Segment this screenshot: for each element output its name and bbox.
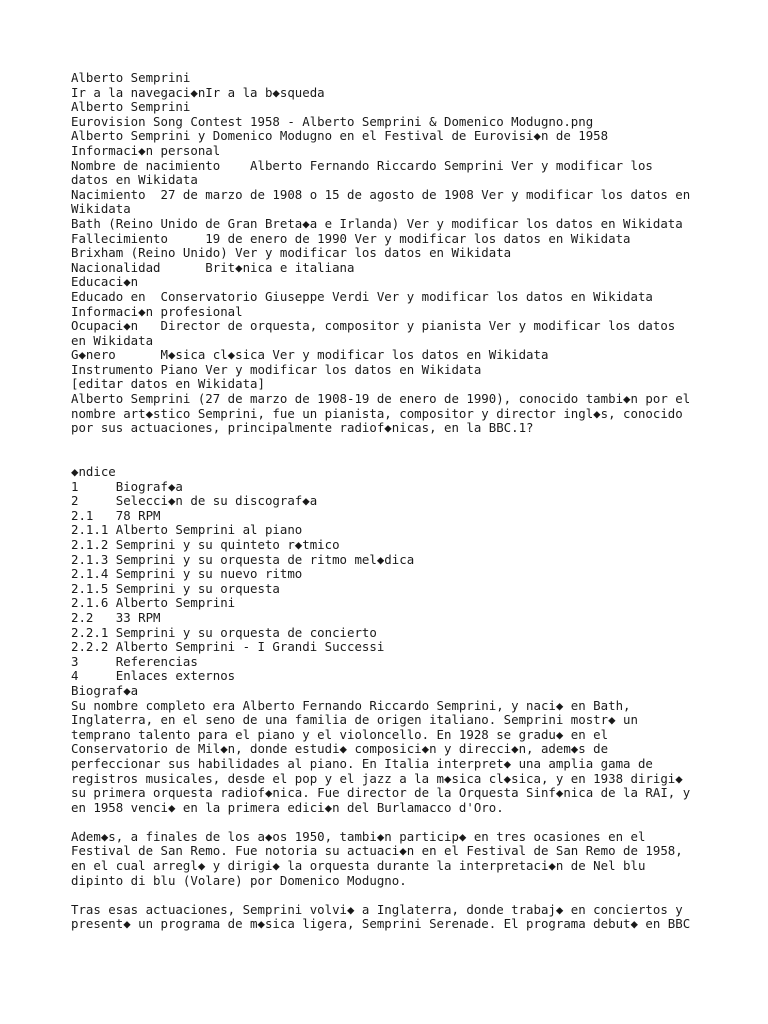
text-line: nombre art◆stico Semprini, fue un pianista, compositor y director ingl◆s, conocido: [71, 405, 683, 421]
text-line: 2.1.4 Semprini y su nuevo ritmo: [71, 566, 303, 582]
text-line: Tras esas actuaciones, Semprini volvi◆ a Inglaterra, donde trabaj◆ en conciertos y: [71, 901, 683, 917]
text-line: Fallecimiento 19 de enero de 1990 Ver y modificar los datos en Wikidata: [71, 230, 631, 246]
text-line: Eurovision Song Contest 1958 - Alberto Semprini & Domenico Modugno.png: [71, 113, 594, 129]
text-line: Educaci◆n: [71, 274, 139, 290]
text-line: Alberto Semprini (27 de marzo de 1908-19 de enero de 1990), conocido tambi◆n por el: [71, 391, 691, 407]
text-line: [editar datos en Wikidata]: [71, 376, 265, 392]
text-line: en Wikidata: [71, 332, 154, 348]
text-line: dipinto di blu (Volare) por Domenico Modugno.: [71, 872, 407, 888]
text-line: Bath (Reino Unido de Gran Breta◆a e Irlanda) Ver y modificar los datos en Wikidata: [71, 215, 683, 231]
text-line: 3 Referencias: [71, 653, 198, 669]
text-line: Educado en Conservatorio Giuseppe Verdi Ver y modificar los datos en Wikidata: [71, 288, 653, 304]
text-line: Ocupaci◆n Director de orquesta, compositor y pianista Ver y modificar los datos: [71, 318, 676, 334]
text-line: por sus actuaciones, principalmente radiof◆nicas, en la BBC.1?: [71, 420, 534, 436]
blank-line: [71, 815, 711, 830]
text-line: 2.1.1 Alberto Semprini al piano: [71, 522, 303, 538]
text-line: Nacimiento 27 de marzo de 1908 o 15 de agosto de 1908 Ver y modificar los datos en: [71, 186, 691, 202]
text-line: Adem◆s, a finales de los a◆os 1950, tambi◆n particip◆ en tres ocasiones en el: [71, 828, 646, 844]
text-line: datos en Wikidata: [71, 172, 198, 188]
text-line: Instrumento Piano Ver y modificar los datos en Wikidata: [71, 361, 482, 377]
text-line: 2.2 33 RPM: [71, 609, 161, 625]
text-line: Festival de San Remo. Fue notoria su actuaci◆n en el Festival de San Remo de 1958,: [71, 843, 683, 859]
text-line: Wikidata: [71, 201, 131, 217]
text-line: Alberto Semprini y Domenico Modugno en el Festival de Eurovisi◆n de 1958: [71, 128, 609, 144]
text-line: temprano talento para el piano y el violoncello. En 1928 se gradu◆ en el: [71, 726, 609, 742]
blank-line: [71, 450, 711, 465]
text-line: Biograf◆a: [71, 682, 139, 698]
text-line: 2.1.2 Semprini y su quinteto r◆tmico: [71, 537, 340, 552]
text-line: Inglaterra, en el seno de una familia de origen italiano. Semprini mostr◆ un: [71, 712, 638, 728]
document-text: [71, 71, 711, 932]
blank-line: [71, 436, 711, 451]
text-line: Su nombre completo era Alberto Fernando Riccardo Semprini, y naci◆ en Bath,: [71, 697, 631, 713]
text-line: Ir a la navegaci◆nIr a la b◆squeda: [71, 84, 325, 100]
text-line: present◆ un programa de m◆sica ligera, Semprini Serenade. El programa debut◆ en BBC: [71, 916, 691, 932]
text-line: 2.1 78 RPM: [71, 507, 161, 523]
text-line: Nombre de nacimiento Alberto Fernando Riccardo Semprini Ver y modificar los: [71, 157, 653, 173]
text-line: ◆ndice: [71, 464, 116, 480]
text-line: en el cual arregl◆ y dirigi◆ la orquesta durante la interpretaci◆n de Nel blu: [71, 858, 646, 874]
text-line: su primera orquesta radiof◆nica. Fue director de la Orquesta Sinf◆nica de la RAI, y: [71, 785, 691, 801]
text-line: Brixham (Reino Unido) Ver y modificar los datos en Wikidata: [71, 245, 512, 261]
text-line: Nacionalidad Brit◆nica e italiana: [71, 259, 355, 275]
blank-line: [71, 888, 711, 903]
text-line: 2.1.3 Semprini y su orquesta de ritmo mel◆dica: [71, 551, 415, 567]
text-line: registros musicales, desde el pop y el jazz a la m◆sica cl◆sica, y en 1938 dirigi◆: [71, 770, 683, 786]
text-line: Alberto Semprini: [71, 70, 191, 85]
text-line: Informaci◆n profesional: [71, 303, 243, 319]
text-line: 4 Enlaces externos: [71, 668, 236, 684]
text-line: 2.1.6 Alberto Semprini: [71, 595, 236, 611]
text-line: 1 Biograf◆a: [71, 478, 183, 494]
text-line: G◆nero M◆sica cl◆sica Ver y modificar los datos en Wikidata: [71, 347, 549, 363]
text-line: 2.2.2 Alberto Semprini - I Grandi Successi: [71, 639, 385, 655]
text-line: en 1958 venci◆ en la primera edici◆n del Burlamacco d'Oro.: [71, 799, 504, 815]
text-line: Conservatorio de Mil◆n, donde estudi◆ composici◆n y direcci◆n, adem◆s de: [71, 741, 609, 757]
text-line: perfeccionar sus habilidades al piano. En Italia interpret◆ una amplia gama de: [71, 755, 653, 771]
text-line: Alberto Semprini: [71, 99, 191, 115]
text-line: 2 Selecci◆n de su discograf◆a: [71, 493, 318, 509]
text-line: 2.1.5 Semprini y su orquesta: [71, 580, 280, 596]
text-line: 2.2.1 Semprini y su orquesta de concierto: [71, 624, 377, 640]
text-line: Informaci◆n personal: [71, 142, 221, 158]
